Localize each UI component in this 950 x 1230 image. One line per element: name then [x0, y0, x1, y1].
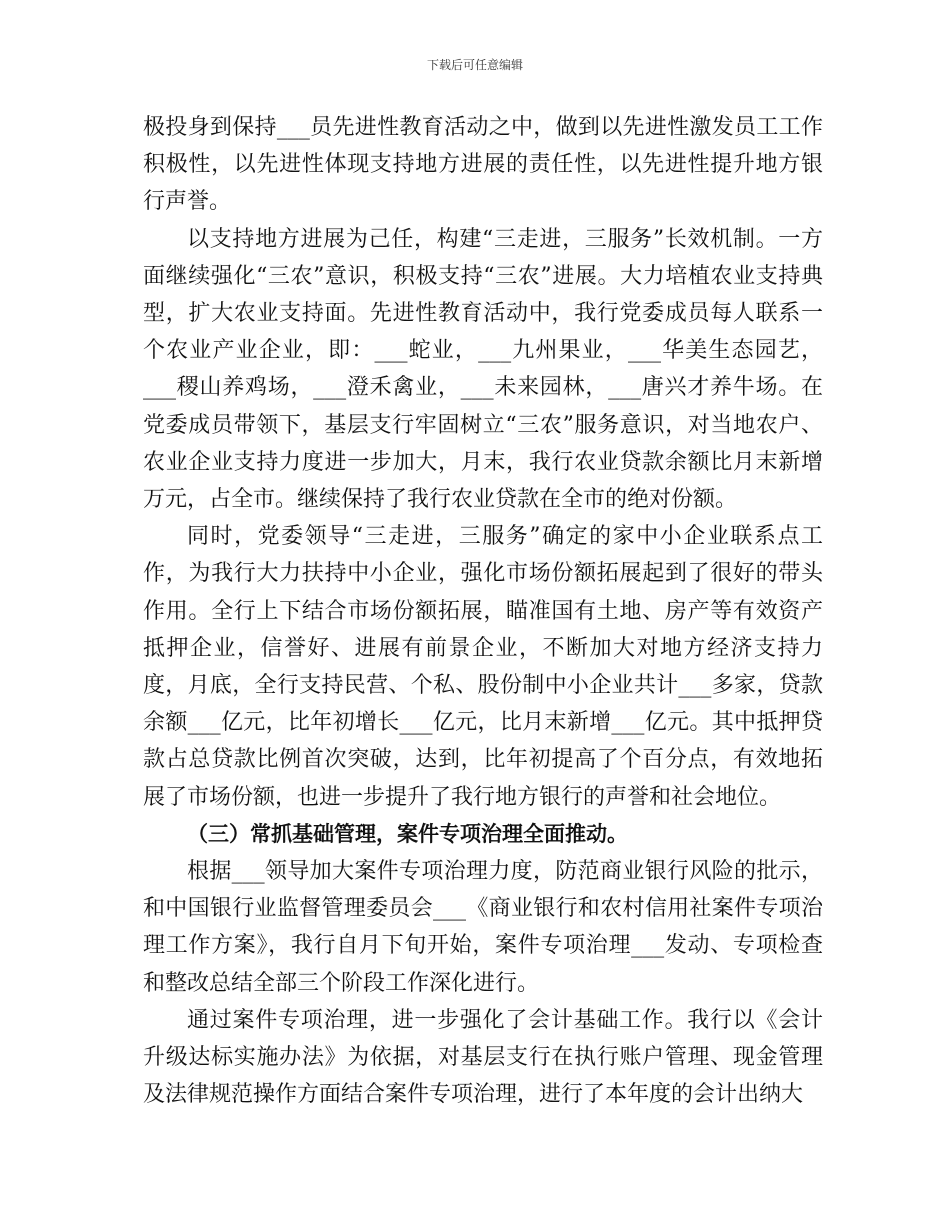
- page-header: 下载后可任意编辑: [426, 58, 523, 72]
- paragraph-agriculture: 以支持地方进展为己任，构建“三走进，三服务”长效机制。一方面继续强化“三农”意识，积极支持“三农”进展。大力培植农业支持典型，扩大农业支持面。先进性教育活动中，我行党委成员每人联系一个农业产业企业，即：___蛇业，___九州果业，___华美生态园艺，___稷山养鸡场，___澄禾禽业，___未来园林，___唐兴才养牛场。在党委成员带领下，基层支行牢固树立“三农”服务意识，对当地农户、农业企业支持力度进一步加大，月末，我行农业贷款余额比月末新增万元，占全市。继续保持了我行农业贷款在全市的绝对份额。: [143, 226, 823, 513]
- document-body: [143, 109, 823, 1113]
- paragraph-case-governance: 根据___领导加大案件专项治理力度，防范商业银行风险的批示，和中国银行业监督管理委员会___《商业银行和农村信用社案件专项治理工作方案》，我行自月下旬开始，案件专项治理___发动、专项检查和整改总结全部三个阶段工作深化进行。: [143, 859, 823, 996]
- paragraph-continuation: 极投身到保持___员先进性教育活动之中，做到以先进性激发员工工作积极性，以先进性体现支持地方进展的责任性，以先进性提升地方银行声誉。: [143, 115, 823, 215]
- section-heading: （三）常抓基础管理，案件专项治理全面推动。: [187, 821, 628, 846]
- paragraph-accounting: 通过案件专项治理，进一步强化了会计基础工作。我行以《会计升级达标实施办法》为依据，对基层支行在执行账户管理、现金管理及法律规范操作方面结合案件专项治理，进行了本年度的会计出纳大: [143, 1007, 823, 1108]
- paragraph-sme: 同时，党委领导“三走进，三服务”确定的家中小企业联系点工作，为我行大力扶持中小企业，强化市场份额拓展起到了很好的带头作用。全行上下结合市场份额拓展，瞄准国有土地、房产等有效资产抵押企业，信誉好、进展有前景企业，不断加大对地方经济支持力度，月底，全行支持民营、个私、股份制中小企业共计___多家，贷款余额___亿元，比年初增长___亿元，比月末新增___亿元。其中抵押贷款占总贷款比例首次突破，达到，比年初提高了个百分点，有效地拓展了市场份额，也进一步提升了我行地方银行的声誉和社会地位。: [143, 524, 823, 810]
